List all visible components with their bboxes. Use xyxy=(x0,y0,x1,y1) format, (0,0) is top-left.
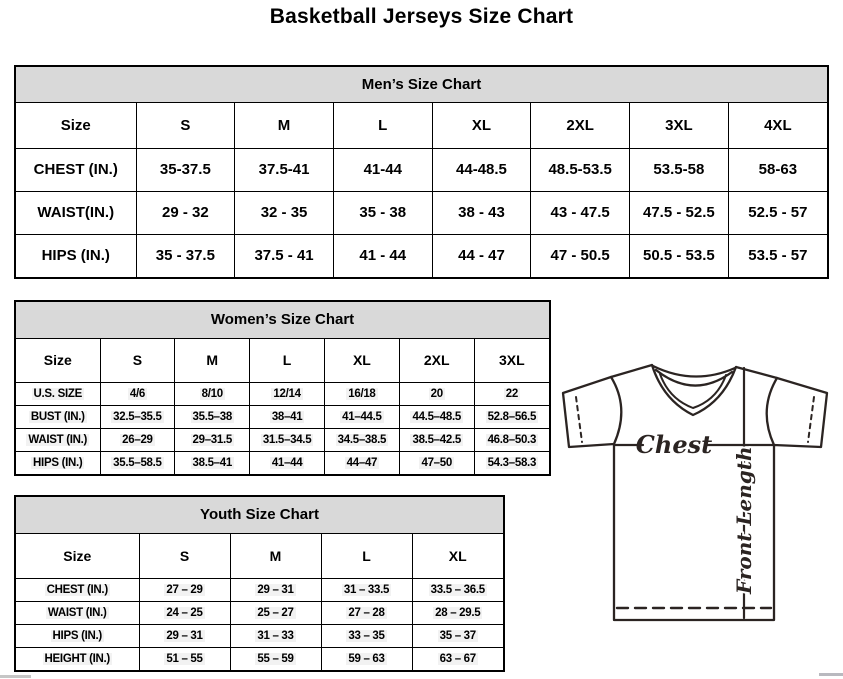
value-cell: 35 - 37.5 xyxy=(136,234,235,277)
right-cuff-dashed-line xyxy=(808,397,814,442)
column-header-m: M xyxy=(235,103,334,148)
value-cell: 24 – 25 xyxy=(139,601,230,624)
row-label: BUST (IN.) xyxy=(16,405,100,428)
row-label: WAIST (IN.) xyxy=(16,428,100,451)
value-cell: 44.5–48.5 xyxy=(399,405,474,428)
value-cell: 48.5-53.5 xyxy=(531,148,630,191)
size-header-row xyxy=(16,103,827,148)
youth-size-chart xyxy=(14,495,505,672)
column-header-2xl: 2XL xyxy=(399,339,474,382)
value-cell: 32 - 35 xyxy=(235,191,334,234)
value-cell: 29–31.5 xyxy=(175,428,250,451)
left-cuff-dashed-line xyxy=(576,397,582,442)
column-header-2xl: 2XL xyxy=(531,103,630,148)
table-row xyxy=(16,428,549,451)
column-header-s: S xyxy=(136,103,235,148)
value-cell: 8/10 xyxy=(175,382,250,405)
row-label: WAIST (IN.) xyxy=(16,601,139,624)
value-cell: 27 – 29 xyxy=(139,578,230,601)
value-cell: 34.5–38.5 xyxy=(324,428,399,451)
bottom-left-artifact xyxy=(0,675,31,678)
value-cell: 38.5–41 xyxy=(175,451,250,474)
row-label: CHEST (IN.) xyxy=(16,578,139,601)
table-row xyxy=(16,382,549,405)
value-cell: 31 – 33.5 xyxy=(321,578,412,601)
value-cell: 29 - 32 xyxy=(136,191,235,234)
value-cell: 29 – 31 xyxy=(230,578,321,601)
row-label: CHEST (IN.) xyxy=(16,148,136,191)
column-header-l: L xyxy=(321,534,412,578)
value-cell: 38–41 xyxy=(250,405,325,428)
bottom-right-artifact xyxy=(819,673,843,676)
row-label: WAIST(IN.) xyxy=(16,191,136,234)
value-cell: 58-63 xyxy=(728,148,827,191)
value-cell: 44-48.5 xyxy=(432,148,531,191)
value-cell: 35 – 37 xyxy=(412,624,503,647)
value-cell: 35 - 38 xyxy=(333,191,432,234)
size-corner-header: Size xyxy=(16,339,100,382)
value-cell: 26–29 xyxy=(100,428,175,451)
column-header-m: M xyxy=(230,534,321,578)
value-cell: 51 – 55 xyxy=(139,647,230,670)
column-header-s: S xyxy=(100,339,175,382)
value-cell: 35.5–58.5 xyxy=(100,451,175,474)
value-cell: 54.3–58.3 xyxy=(474,451,549,474)
value-cell: 46.8–50.3 xyxy=(474,428,549,451)
row-label: U.S. SIZE xyxy=(16,382,100,405)
size-header-row xyxy=(16,534,503,578)
women-size-table xyxy=(16,339,549,474)
value-cell: 20 xyxy=(399,382,474,405)
value-cell: 22 xyxy=(474,382,549,405)
row-label: HEIGHT (IN.) xyxy=(16,647,139,670)
size-corner-header: Size xyxy=(16,103,136,148)
value-cell: 41 - 44 xyxy=(333,234,432,277)
value-cell: 44–47 xyxy=(324,451,399,474)
table-row xyxy=(16,601,503,624)
youth-chart-title: Youth Size Chart xyxy=(16,497,503,534)
column-header-l: L xyxy=(250,339,325,382)
column-header-xl: XL xyxy=(324,339,399,382)
value-cell: 28 – 29.5 xyxy=(412,601,503,624)
value-cell: 33.5 – 36.5 xyxy=(412,578,503,601)
table-row xyxy=(16,191,827,234)
value-cell: 53.5 - 57 xyxy=(728,234,827,277)
men-size-table xyxy=(16,103,827,277)
row-label: HIPS (IN.) xyxy=(16,624,139,647)
value-cell: 27 – 28 xyxy=(321,601,412,624)
value-cell: 47.5 - 52.5 xyxy=(630,191,729,234)
value-cell: 38 - 43 xyxy=(432,191,531,234)
mens-size-chart xyxy=(14,65,829,279)
value-cell: 37.5 - 41 xyxy=(235,234,334,277)
jersey-measurement-diagram xyxy=(555,356,841,628)
value-cell: 33 – 35 xyxy=(321,624,412,647)
value-cell: 47 - 50.5 xyxy=(531,234,630,277)
row-label: HIPS (IN.) xyxy=(16,451,100,474)
value-cell: 41–44.5 xyxy=(324,405,399,428)
value-cell: 43 - 47.5 xyxy=(531,191,630,234)
value-cell: 63 – 67 xyxy=(412,647,503,670)
front-length-label: Front Length xyxy=(732,446,756,594)
table-row xyxy=(16,451,549,474)
value-cell: 52.5 - 57 xyxy=(728,191,827,234)
column-header-xl: XL xyxy=(412,534,503,578)
table-row xyxy=(16,578,503,601)
value-cell: 41-44 xyxy=(333,148,432,191)
column-header-3xl: 3XL xyxy=(474,339,549,382)
table-row xyxy=(16,405,549,428)
jersey-outline xyxy=(563,365,827,620)
row-label: HIPS (IN.) xyxy=(16,234,136,277)
value-cell: 12/14 xyxy=(250,382,325,405)
size-header-row xyxy=(16,339,549,382)
men-chart-title: Men’s Size Chart xyxy=(16,67,827,103)
women-chart-title: Women’s Size Chart xyxy=(16,302,549,339)
youth-size-table xyxy=(16,534,503,670)
left-armhole-seam xyxy=(611,377,621,444)
table-row xyxy=(16,148,827,191)
column-header-m: M xyxy=(175,339,250,382)
value-cell: 31.5–34.5 xyxy=(250,428,325,451)
womens-size-chart xyxy=(14,300,551,476)
value-cell: 44 - 47 xyxy=(432,234,531,277)
page-title: Basketball Jerseys Size Chart xyxy=(269,5,574,28)
table-row xyxy=(16,647,503,670)
value-cell: 37.5-41 xyxy=(235,148,334,191)
value-cell: 29 – 31 xyxy=(139,624,230,647)
column-header-s: S xyxy=(139,534,230,578)
value-cell: 31 – 33 xyxy=(230,624,321,647)
value-cell: 32.5–35.5 xyxy=(100,405,175,428)
right-armhole-seam xyxy=(767,378,777,445)
size-corner-header: Size xyxy=(16,534,139,578)
value-cell: 25 – 27 xyxy=(230,601,321,624)
value-cell: 55 – 59 xyxy=(230,647,321,670)
column-header-3xl: 3XL xyxy=(630,103,729,148)
value-cell: 38.5–42.5 xyxy=(399,428,474,451)
value-cell: 41–44 xyxy=(250,451,325,474)
value-cell: 50.5 - 53.5 xyxy=(630,234,729,277)
value-cell: 4/6 xyxy=(100,382,175,405)
value-cell: 59 – 63 xyxy=(321,647,412,670)
collar-arc-1 xyxy=(653,366,735,377)
value-cell: 35-37.5 xyxy=(136,148,235,191)
column-header-4xl: 4XL xyxy=(728,103,827,148)
value-cell: 47–50 xyxy=(399,451,474,474)
column-header-l: L xyxy=(333,103,432,148)
value-cell: 52.8–56.5 xyxy=(474,405,549,428)
value-cell: 16/18 xyxy=(324,382,399,405)
table-row xyxy=(16,624,503,647)
value-cell: 53.5-58 xyxy=(630,148,729,191)
chest-label: Chest xyxy=(635,430,713,459)
table-row xyxy=(16,234,827,277)
value-cell: 35.5–38 xyxy=(175,405,250,428)
column-header-xl: XL xyxy=(432,103,531,148)
